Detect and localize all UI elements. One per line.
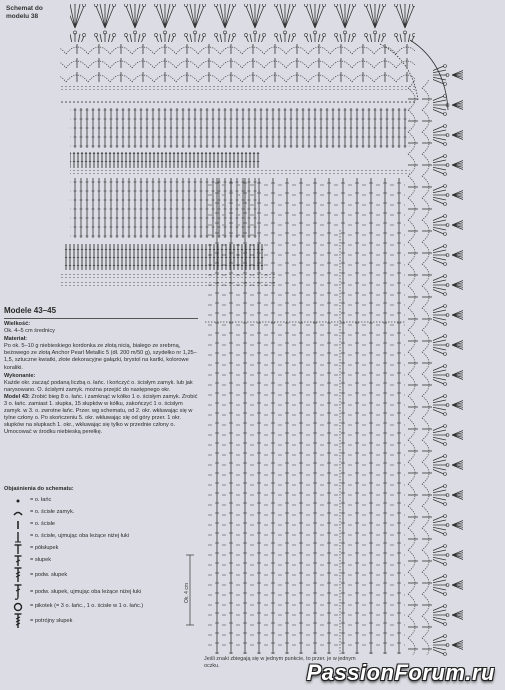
- size-heading: Wielkość:: [4, 321, 31, 327]
- legend: [4, 486, 198, 631]
- model-paragraph: [4, 394, 198, 437]
- material-text: Po ok. 5–10 g niebieskiego kordonka ze złotą nicią, białego ze srebrną, beżowego ze złotą Anchor Pearl Metallic 5 (dł. 200 m/50 g), szydełko nr 1,25–1,5, sztuczne kwiatki, złote dekoracyjne gałązki, brystol na kartki, kolorowe koraliki.: [4, 343, 197, 371]
- legend-text: = o. łańc: [30, 497, 52, 503]
- single-crochet-icon: [12, 519, 24, 531]
- execution-text: Każde okr. zacząć podaną liczbą o. łańc. i kończyć o. ścisłym zamyk. lub jak narysowano. O. ścisłymi zamyk. można przejść do następnego okr.: [4, 379, 193, 393]
- legend-row: [4, 556, 198, 568]
- legend-text: = słupek: [30, 557, 51, 563]
- legend-row: [4, 520, 198, 532]
- slip-stitch-icon: [12, 507, 24, 519]
- scale-label: Ok. 4 cm: [184, 582, 191, 604]
- footnote: Jeśli znaki zbiegają się w jednym punkcie, to przer. je w jednym oczku.: [204, 656, 356, 669]
- legend-heading: Objaśnienia do schematu:: [4, 486, 74, 492]
- model-text: Zrobić bieg 8 o. łańc. i zamknąć w kółko 1 o. ścisłym zamyk. Zrobić 3 o. łańc. zamiast 1. słupka, 15 słupków w kółku, zakończyć 1 o. ścisłym zamyk. w 3. o. zwrotne łańc. Przer. wg schematu, od 2. okr. wkłuwając się w tylne człony o. Po skończeniu 5. okr. wkłuwając się od góry przer. 1 okr. słupków na słupkach 1. okr., wkłuwając się tylko w przednie człony o. Umocować w środku niebieską perełkę.: [4, 393, 198, 436]
- legend-text: = podw. słupek: [30, 572, 68, 578]
- legend-text: = podw. słupek, ujmując oba leżące niżej łuki: [30, 589, 142, 595]
- legend-row: [4, 568, 198, 585]
- material-heading: Materiał:: [4, 336, 28, 343]
- single-crochet-under-arches-icon: [12, 531, 24, 543]
- double-treble-crochet-icon: [12, 613, 24, 629]
- legend-row: [4, 532, 198, 544]
- treble-crochet-icon: [12, 567, 24, 583]
- size-text: Ok. 4–5 cm średnicy: [4, 328, 55, 335]
- legend-text: = o. ścisłe zamyk.: [30, 509, 75, 515]
- legend-row: [4, 496, 198, 508]
- legend-text: = o. ścisłe, ujmując oba leżące niżej łuki: [30, 533, 130, 539]
- execution-heading: Wykonanie:: [4, 372, 36, 379]
- model-heading: Model 43:: [4, 393, 30, 400]
- article-title: Modele 43–45: [4, 306, 198, 319]
- legend-row: [4, 602, 198, 614]
- schema-caption: Schemat do modelu 38: [6, 5, 43, 20]
- chain-stitch-icon: [12, 495, 24, 507]
- legend-row: [4, 544, 198, 556]
- article-text: [4, 306, 198, 437]
- treble-crochet-under-arches-icon: [12, 584, 24, 600]
- picot-icon: [12, 601, 24, 613]
- legend-row: [4, 508, 198, 520]
- half-double-crochet-icon: [12, 543, 24, 555]
- legend-text: = pikotek (= 3 o. łańc., 1 o. ścisłe w 1 o. łańc.): [30, 603, 144, 609]
- legend-text: = potrójny słupek: [30, 618, 73, 624]
- double-crochet-icon: [12, 555, 24, 567]
- legend-text: = półsłupek: [30, 545, 59, 551]
- legend-text: = o. ścisłe: [30, 521, 56, 527]
- watermark: PassionForum.ru: [306, 660, 495, 685]
- legend-row: [4, 582, 198, 604]
- legend-row: [4, 614, 198, 631]
